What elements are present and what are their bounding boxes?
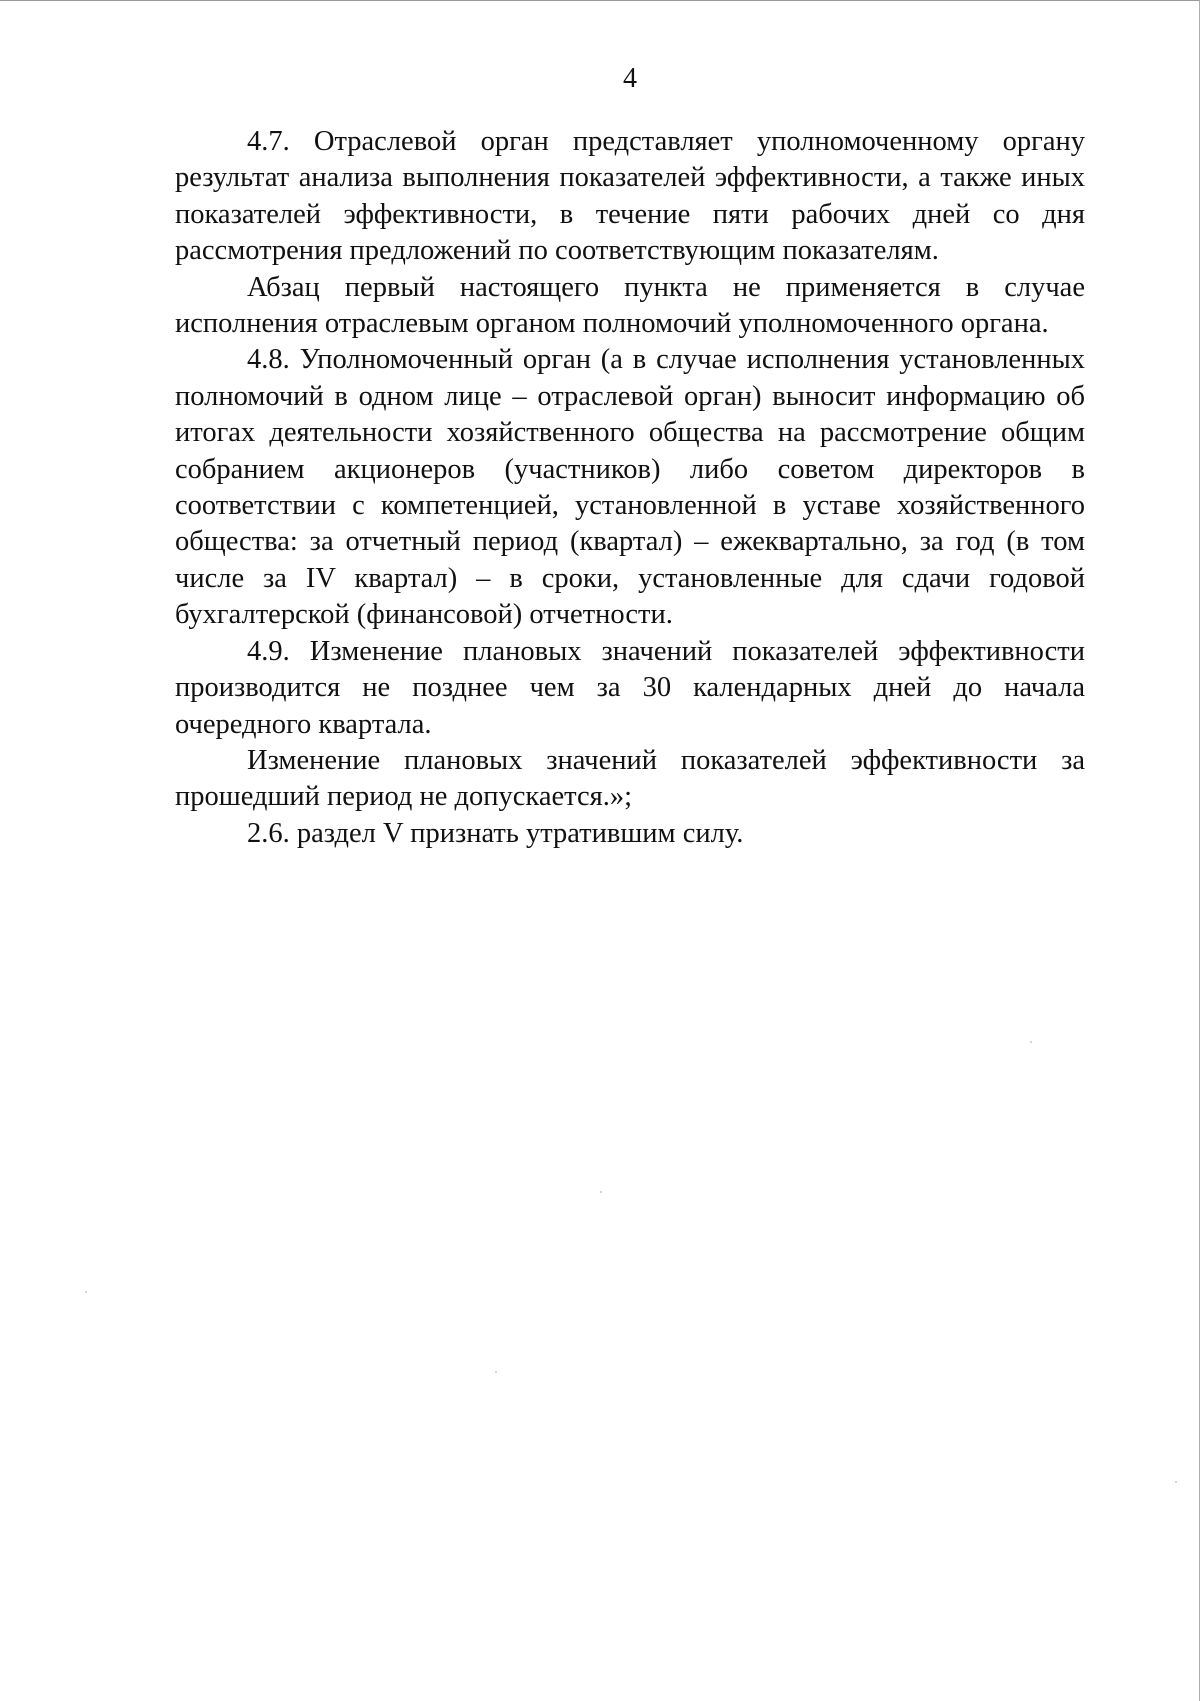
scan-speck — [1175, 1481, 1177, 1483]
paragraph-4-7: 4.7. Отраслевой орган представляет уполномоченному органу результат анализа выполнения показателей эффективности, а также иных показателей эффективности, в течение пяти рабочих дней со дня рассмотрения предложений по соответствующим показателям. — [175, 126, 1085, 267]
paragraph-2-6: 2.6. раздел V признать утратившим силу. — [247, 817, 744, 849]
scan-speck — [600, 1191, 602, 1193]
scan-speck — [495, 1371, 497, 1373]
paragraph-abzac: Абзац первый настоящего пункта не применяется в случае исполнения отраслевым органом полномочий уполномоченного органа. — [175, 271, 1085, 340]
scan-speck — [85, 1291, 87, 1293]
scan-speck — [1030, 1041, 1032, 1043]
paragraph-4-8: 4.8. Уполномоченный орган (а в случае исполнения установленных полномочий в одном лице – отраслевой орган) выносит информацию об итогах деятельности хозяйственного общества на рассмотрение общим собранием акционеров (участников) либо советом директоров в соответствии с компетенцией, установленной в уставе хозяйственного общества: за отчетный период (квартал) – ежеквартально, за год (в том числе за IV квартал) – в сроки, установленные для сдачи годовой бухгалтерской (финансовой) отчетности. — [175, 344, 1085, 631]
paragraph-4-9: 4.9. Изменение плановых значений показателей эффективности производится не позднее чем за 30 календарных дней до начала очередного квартала. — [175, 635, 1085, 740]
paragraph-izmenenie: Изменение плановых значений показателей эффективности за прошедший период не допускается.»; — [175, 744, 1085, 813]
document-body — [175, 124, 1085, 852]
page-number: 4 — [623, 63, 637, 94]
